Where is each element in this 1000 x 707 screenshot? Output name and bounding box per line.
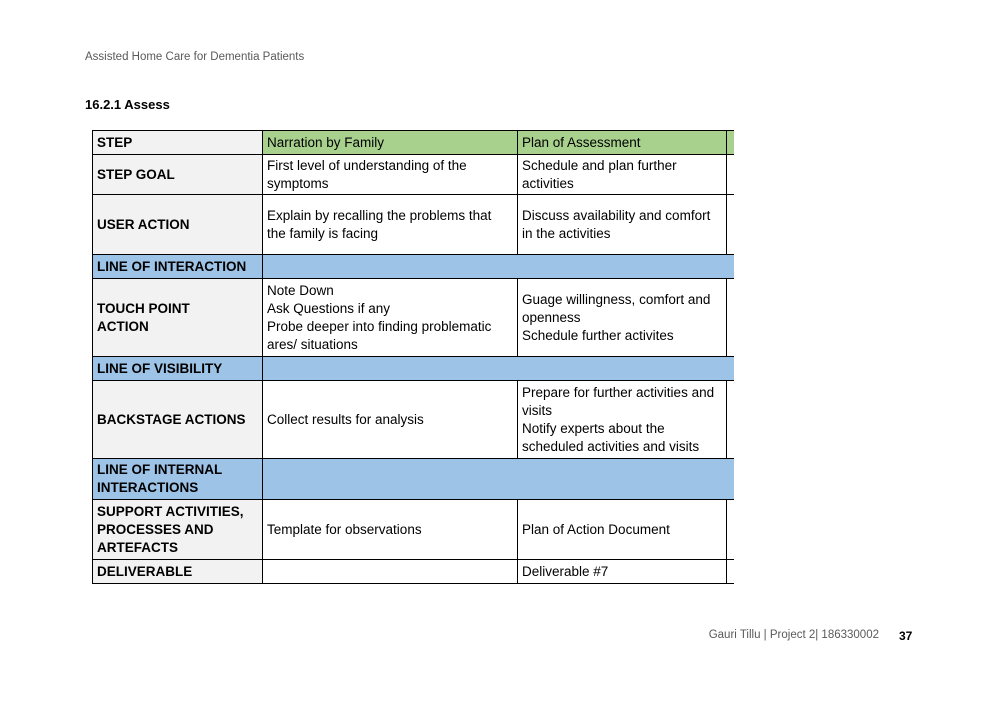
row-label: LINE OF VISIBILITY [93,357,263,381]
table-row-line-of-internal-interactions [93,459,735,500]
row-label: LINE OF INTERNAL INTERACTIONS [93,459,263,500]
header-cell-plan: Plan of Assessment [518,131,727,155]
table-row-touch-point-action [93,279,735,357]
row-label: DELIVERABLE [93,560,263,584]
cell-narration: Collect results for analysis [263,381,518,459]
cell-plan: Guage willingness, comfort and openness Schedule further activites [518,279,727,357]
table-row-support-activities [93,500,735,560]
row-label: BACKSTAGE ACTIONS [93,381,263,459]
cell-cutoff [727,155,735,195]
header-cell-step: STEP [93,131,263,155]
cell-cutoff [727,195,735,255]
header-cell-cutoff [727,131,735,155]
table-row-deliverable [93,560,735,584]
row-label: USER ACTION [93,195,263,255]
table-row-step-goal [93,155,735,195]
row-label: STEP GOAL [93,155,263,195]
cell-cutoff [727,381,735,459]
service-blueprint-table [92,130,734,584]
cell-plan: Schedule and plan further activities [518,155,727,195]
page-number: 37 [899,629,913,643]
line-band [263,357,735,381]
cell-cutoff [727,500,735,560]
header-cell-narration: Narration by Family [263,131,518,155]
row-label: LINE OF INTERACTION [93,255,263,279]
cell-cutoff [727,279,735,357]
cell-plan: Discuss availability and comfort in the activities [518,195,727,255]
cell-narration: Explain by recalling the problems that the family is facing [263,195,518,255]
row-label: SUPPORT ACTIVITIES, PROCESSES AND ARTEFACTS [93,500,263,560]
service-blueprint-table-container [92,130,734,585]
table-header-row [93,131,735,155]
document-header-title: Assisted Home Care for Dementia Patients [85,51,305,63]
cell-plan: Prepare for further activities and visits Notify experts about the scheduled activities and visits [518,381,727,459]
cell-narration: First level of understanding of the symptoms [263,155,518,195]
cell-narration: Template for observations [263,500,518,560]
cell-narration: Note Down Ask Questions if any Probe deeper into finding problematic ares/ situations [263,279,518,357]
table-row-line-of-interaction [93,255,735,279]
table-row-line-of-visibility [93,357,735,381]
table-row-user-action [93,195,735,255]
cell-cutoff [727,560,735,584]
line-band [263,255,735,279]
section-heading: 16.2.1 Assess [85,97,170,112]
cell-narration [263,560,518,584]
table-row-backstage-actions [93,381,735,459]
row-label: TOUCH POINT ACTION [93,279,263,357]
line-band [263,459,735,500]
page-footer-author-info: Gauri Tillu | Project 2| 186330002 [708,629,879,641]
cell-plan: Deliverable #7 [518,560,727,584]
cell-plan: Plan of Action Document [518,500,727,560]
